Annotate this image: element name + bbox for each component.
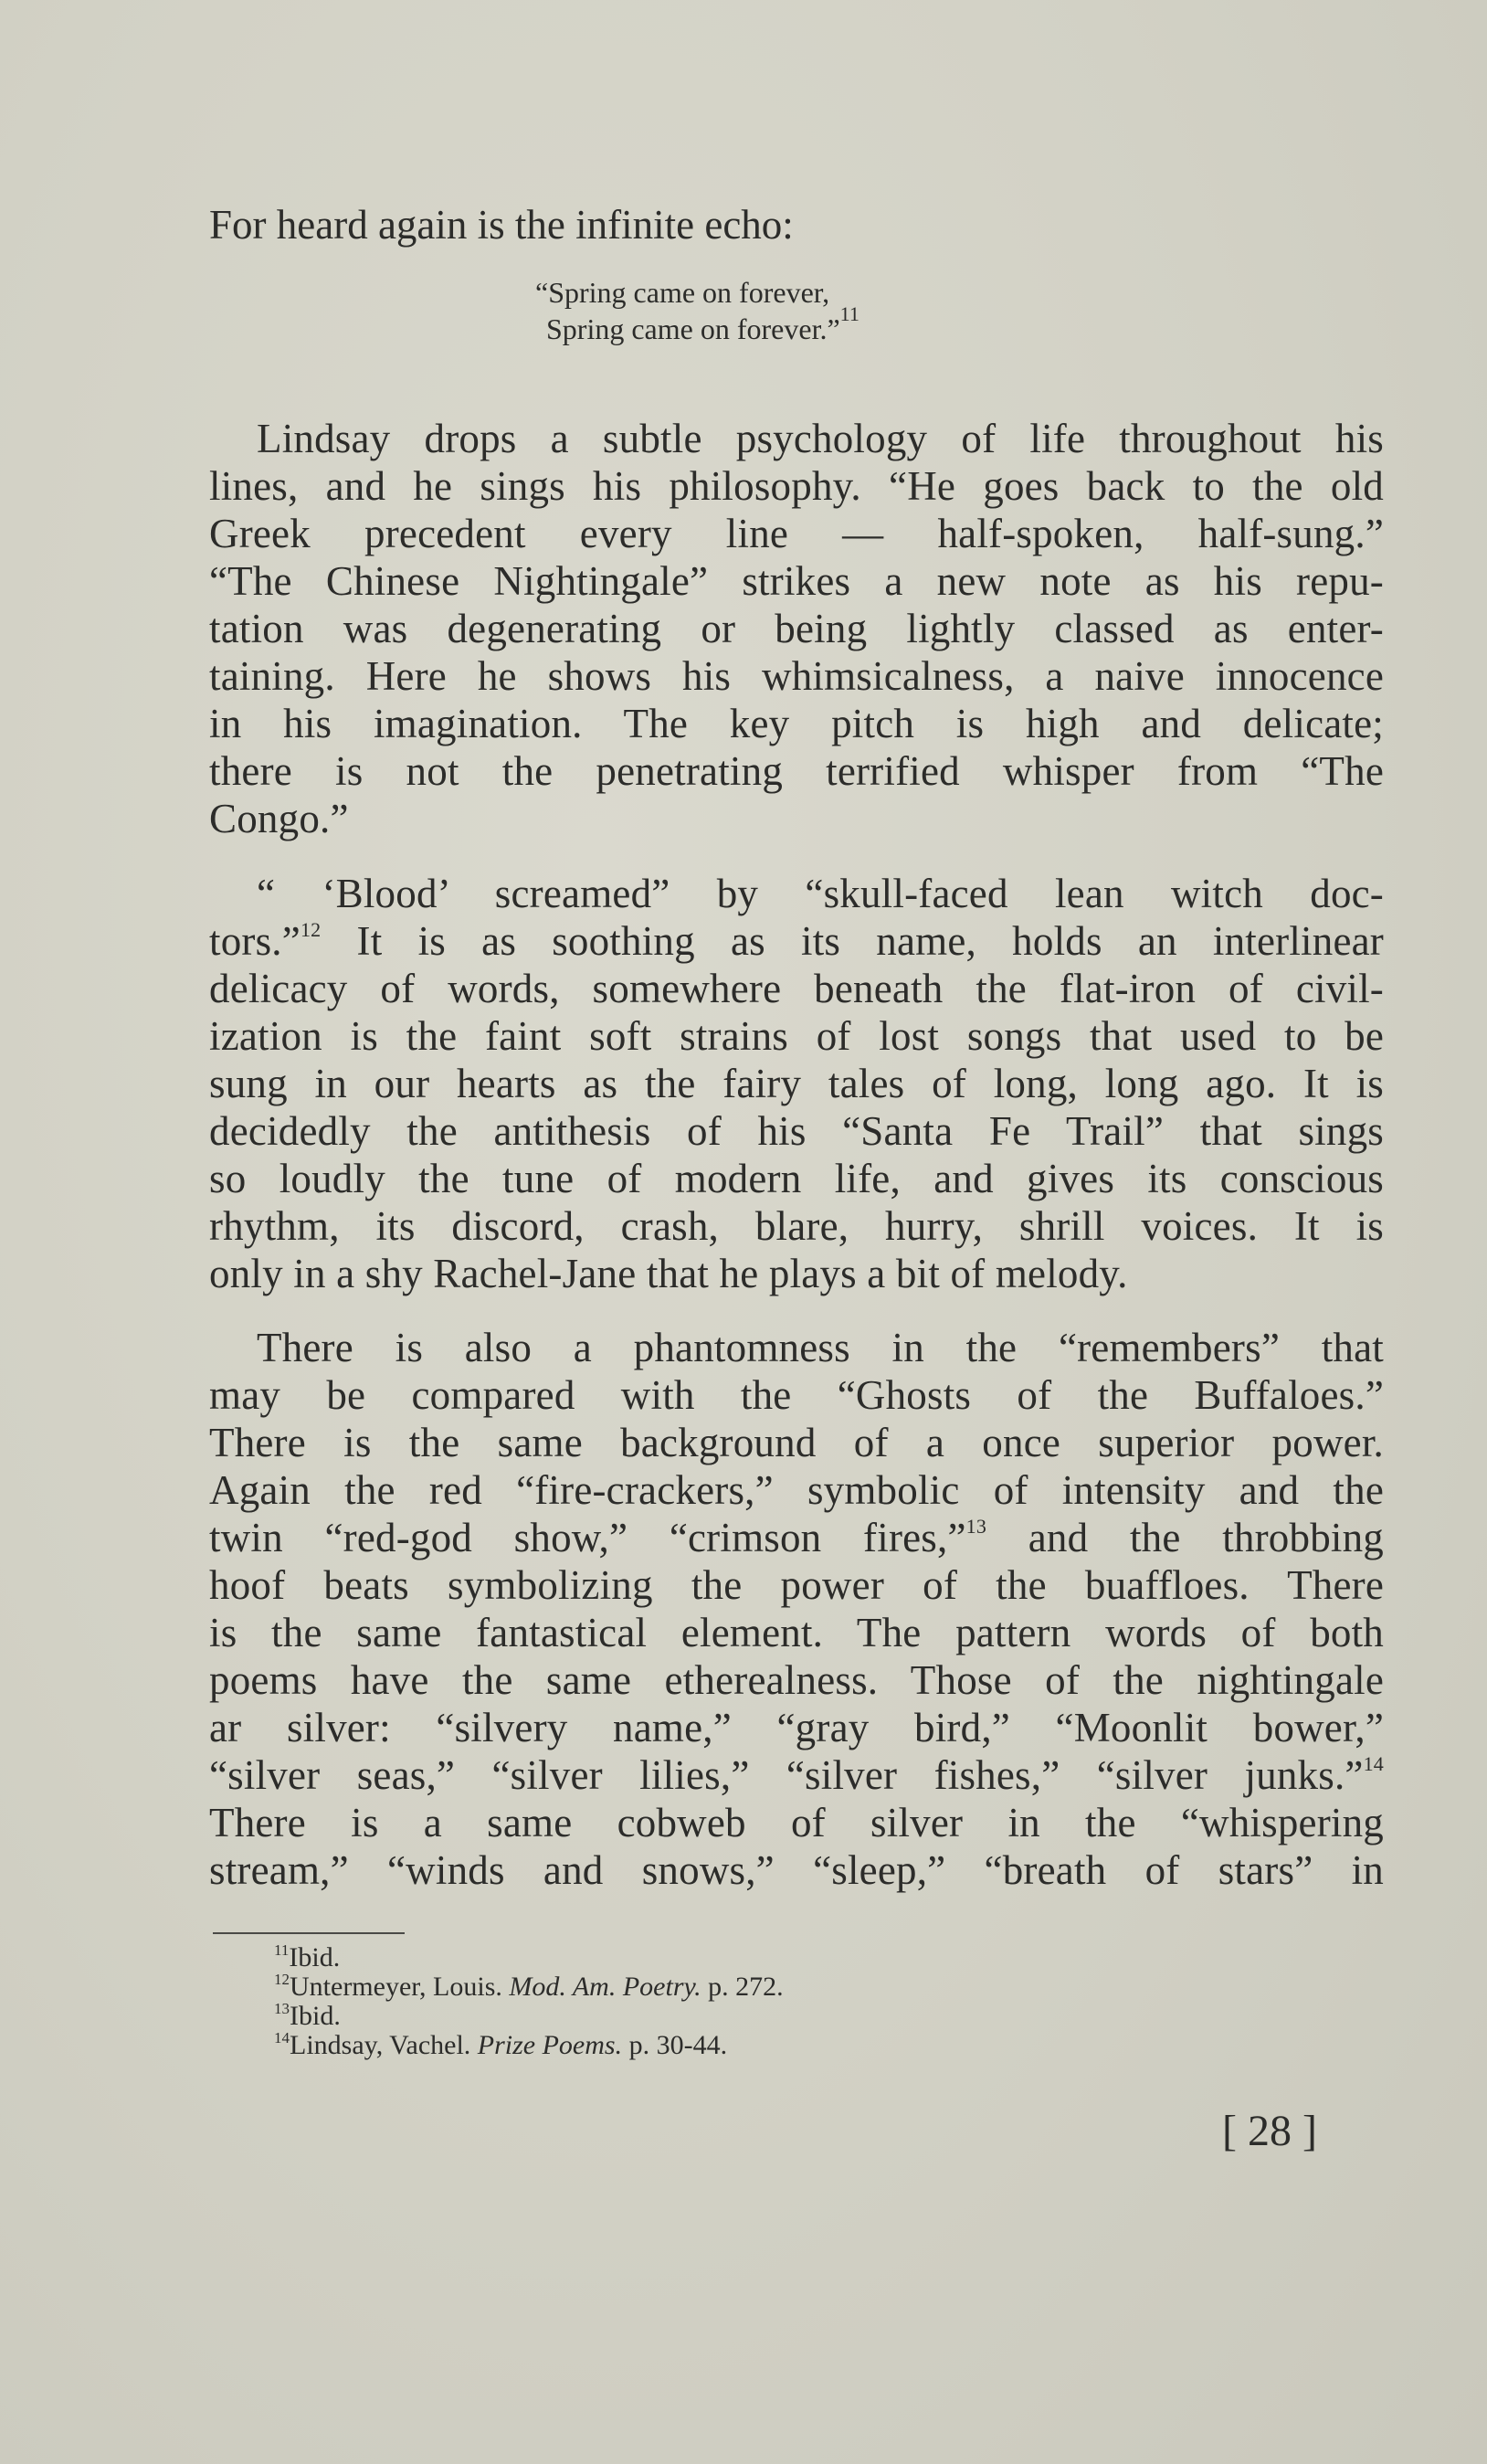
para3-line-11: There is a same cobweb of silver in the “whispering [209, 1800, 1384, 1845]
para2-line-3: delicacy of words, somewhere beneath the flat-iron of civil- [209, 966, 1384, 1011]
para1-line-9: Congo.” [209, 796, 349, 841]
footnote-title: Prize Poems. [477, 2030, 623, 2060]
footnote-text: Lindsay, Vachel. [290, 2030, 478, 2060]
footnote-text: Ibid. [290, 2001, 341, 2031]
para3-line-4: Again the red “fire-crackers,” symbolic of intensity and the [209, 1467, 1384, 1513]
footnotes [274, 1943, 784, 2060]
footnote-number: 14 [274, 2029, 290, 2046]
footnote-12 [274, 1972, 784, 2002]
para2-line-8: rhythm, its discord, crash, blare, hurry, shrill voices. It is [209, 1203, 1384, 1249]
para3-line-7: is the same fantastical element. The pattern words of both [209, 1610, 1384, 1655]
footnote-title: Mod. Am. Poetry. [509, 1972, 701, 2002]
paragraph-2 [209, 870, 1384, 1297]
para3-line-9: ar silver: “silvery name,” “gray bird,” “Moonlit bower,” [209, 1705, 1384, 1750]
para2-line-2 [209, 917, 1384, 965]
para1-line-3: Greek precedent every line — half-spoken, half-sung.” [209, 511, 1384, 556]
para3-line-5 [209, 1514, 1384, 1561]
footnote-number: 13 [274, 2000, 290, 2017]
quote-line-2 [535, 302, 1487, 347]
para2-line-7: so loudly the tune of modern life, and gives its conscious [209, 1156, 1384, 1201]
footnote-number: 11 [274, 1941, 290, 1959]
footnote-13 [274, 2002, 784, 2031]
para1-line-1: Lindsay drops a subtle psychology of life throughout his [257, 416, 1384, 461]
footnote-text: Ibid. [289, 1942, 341, 1972]
quote-line-2-text: Spring came on forever.” [546, 312, 840, 345]
para2-line-2-pre: tors.” [209, 918, 301, 964]
para2-line-2-post: It is as soothing as its name, holds an interlinear [321, 918, 1384, 964]
footnote-11 [274, 1943, 784, 1972]
para3-line-10-text: “silver seas,” “silver lilies,” “silver fishes,” “silver junks.” [209, 1752, 1364, 1798]
footnote-ref-14: 14 [1363, 1752, 1384, 1775]
paragraph-3 [209, 1324, 1384, 1894]
footnote-page: p. 30-44. [622, 2030, 728, 2060]
footnote-14 [274, 2031, 784, 2060]
para3-line-5-post: and the throbbing [986, 1515, 1384, 1560]
para2-line-5: sung in our hearts as the fairy tales of long, long ago. It is [209, 1061, 1384, 1106]
para3-line-2: may be compared with the “Ghosts of the Buffaloes.” [209, 1372, 1384, 1418]
para2-line-1: “ ‘Blood’ screamed” by “skull-faced lean witch doc- [257, 871, 1384, 916]
footnote-page: p. 272. [701, 1972, 784, 2002]
footnote-text: Untermeyer, Louis. [290, 1972, 510, 2002]
para3-line-6: hoof beats symbolizing the power of the buaffloes. There [209, 1562, 1384, 1608]
para3-line-1: There is also a phantomness in the “remembers” that [257, 1325, 1384, 1370]
para3-line-12: stream,” “winds and snows,” “sleep,” “breath of stars” in [209, 1847, 1384, 1893]
footnote-ref-11: 11 [839, 302, 860, 325]
para3-line-3: There is the same background of a once superior power. [209, 1420, 1384, 1465]
quote-line-1: “Spring came on forever, [535, 276, 830, 309]
footnote-number: 12 [274, 1971, 290, 1988]
paragraph-1 [209, 415, 1384, 842]
para2-line-9: only in a shy Rachel-Jane that he plays a bit of melody. [209, 1251, 1128, 1296]
poem-quote [535, 274, 1487, 347]
intro-paragraph [209, 201, 1384, 249]
footnote-ref-12: 12 [300, 918, 322, 941]
para3-line-5-pre: twin “red-god show,” “crimson fires,” [209, 1515, 966, 1560]
footnote-divider [213, 1932, 405, 1934]
footnote-ref-13: 13 [965, 1515, 987, 1538]
para1-line-2: lines, and he sings his philosophy. “He goes back to the old [209, 463, 1384, 509]
para1-line-8: there is not the penetrating terrified whisper from “The [209, 748, 1384, 794]
para1-line-6: taining. Here he shows his whimsicalness, a naive innocence [209, 653, 1384, 699]
para3-line-8: poems have the same etherealness. Those of the nightingale [209, 1657, 1384, 1703]
para1-line-4: “The Chinese Nightingale” strikes a new note as his repu- [209, 558, 1384, 604]
para1-line-7: in his imagination. The key pitch is high and delicate; [209, 701, 1384, 746]
page-number: [ 28 ] [1222, 2107, 1317, 2155]
intro-line: For heard again is the infinite echo: [209, 202, 794, 248]
para2-line-6: decidedly the antithesis of his “Santa Fe Trail” that sings [209, 1108, 1384, 1154]
para3-line-10 [209, 1751, 1384, 1799]
para1-line-5: tation was degenerating or being lightly classed as enter- [209, 606, 1384, 651]
para2-line-4: ization is the faint soft strains of lost songs that used to be [209, 1013, 1384, 1059]
